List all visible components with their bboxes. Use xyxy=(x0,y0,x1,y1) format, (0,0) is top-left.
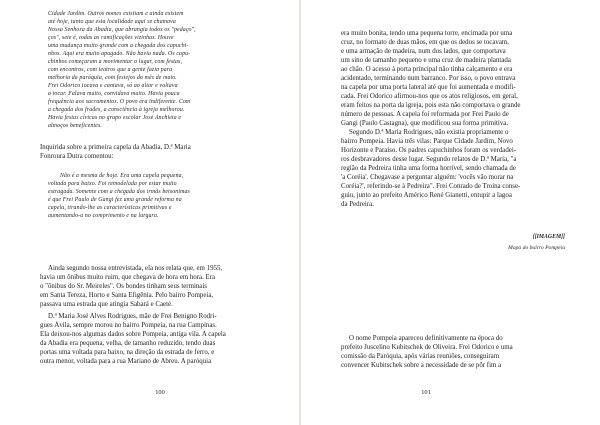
body-line: o "ônibus do Sr. Meireles". Os bondes tinham seus terminais xyxy=(40,283,207,290)
body-line: número de pessoas. A capela foi reformada por Frei Paulo de xyxy=(341,111,509,118)
quote1-line: a tocar. Falava muito, convidava muito. Havia pouca xyxy=(48,91,180,97)
quote2-line: Não é a mesma de hoje. Era uma capela pequena, xyxy=(60,173,184,179)
quote2-line: voltada para baixo. Foi remodelada por estar muito xyxy=(48,181,177,187)
body-line: era muito bonita, tendo uma pequena torre, encimada por uma xyxy=(341,30,513,37)
body-line: prefeito Juscelino Kubitschek de Oliveira. Frei Odorico e uma xyxy=(341,344,513,351)
body-line: Segundo D.ª Maria Rodrigues, não existia propriamente o xyxy=(349,129,509,136)
body-line: Gangi (Paulo Castagna), que modificou sua forma primitiva. xyxy=(341,120,509,127)
body-line: 'a Coréia'. Chegavase a perguntar alguém: 'vocês vão morar na xyxy=(341,174,514,181)
body-line: em Santa Tereza, Horto e Santa Efigênia. Pelo bairro Pompeia, xyxy=(40,292,214,299)
image-caption: Mapa do bairro Pompeia xyxy=(508,245,565,251)
body-line: região da Pedreira tinha uma forma horrível, sendo chamada de xyxy=(341,165,516,172)
quote1-line: almoços beneficentes. xyxy=(48,123,103,129)
left-page xyxy=(0,0,299,425)
body-line: outra menor, voltada para a rua Mariano de Abreu. A paróquia xyxy=(40,358,212,365)
body-line: cada. Frei Odorico afirmou-nos que os atos religiosos, em geral, xyxy=(341,93,518,100)
body-line: ao chão. O acesso à porta principal não tinha calçamento e era xyxy=(341,66,513,73)
quote2-line: capela, tirando-lhe as características primitivas e xyxy=(48,205,172,211)
quote1-line: até hoje, tanto que esta localidade aqui se chamava xyxy=(48,19,176,25)
quote1-line: Cidade Jardim. Outros nomes existiam e ainda existem xyxy=(48,11,184,17)
body-line: cruz, no formato de duas mãos, em que os dedos se tocavam, xyxy=(341,39,510,46)
quote1-line: a chegada dos frades, a consciência à igreja melhorou. xyxy=(48,107,185,113)
right-page xyxy=(301,0,600,425)
intro-line: Inquirida sobre a primeira capela da Abadia, D.ª Maria xyxy=(40,144,191,151)
body-line: eram feitos na porta da igreja, pois esta não comportava o grande xyxy=(341,102,521,109)
quote2-line: aumentando-a no comprimento e na largura. xyxy=(48,213,159,219)
body-line: D.ª Maria José Alves Rodrigues, mãe de Frei Benigno Rodri- xyxy=(48,313,217,320)
quote1-line: com encontros, com teatros que a gente fazia para xyxy=(48,67,173,73)
body-line: portas uma voltada para baixo, na direção da estrada de ferro, e xyxy=(40,349,215,356)
body-line: um sino de tamanho pequeno e uma cruz de madeira plantada xyxy=(341,57,511,64)
page-number-right: 101 xyxy=(421,389,431,396)
quote1-line: melhoria da paróquia, com festejos do mês de maio. xyxy=(48,75,177,81)
quote1-line: Nossa Senhora da Abadia, que abrangia todos os "pedaço", xyxy=(48,27,196,33)
body-line: da Abadia era pequena, velha, de tamanho reduzido, tendo duas xyxy=(40,340,216,347)
body-line: Ela deixou-nos algumas dados sobre Pompeia, antiga vila. A capela xyxy=(40,331,226,338)
quote1-line: Havia festas cívicas no grupo escolar José Anchieta e xyxy=(48,115,182,121)
body-line: Coréia?', referindo-se à Pedreira". Frei Conrado de Troina conse- xyxy=(341,183,521,190)
quote1-line: chinhos começaram a movimentar o lugar, com festas, xyxy=(48,59,183,65)
body-line: ros desbravadores desse lugar. Segundo relatos de D.ª Maria, "a xyxy=(341,156,517,163)
body-line: comissão da Paróquia, após várias reuniões, conseguiram xyxy=(341,353,500,360)
body-line: guiu, junto ao prefeito Américo René Gianetti, entupir a lagoa xyxy=(341,192,512,199)
body-line: passava uma estrada que atingia Sabará e Caeté. xyxy=(40,301,173,308)
quote1-line: frequência aos sacramentos. O povo era indiferente. Com xyxy=(48,99,191,105)
quote2-line: estragada. Somente com a chegada dos irmãs betsonimas xyxy=(48,189,190,195)
quote1-line: Frei Odorico tocava e cantava, só ao altar e voltava xyxy=(48,83,178,89)
body-line: acidentado, terminando num barranco. Por isso, o povo entrava xyxy=(341,75,516,82)
body-line: na capela por uma porta lateral até que foi aumentada e modifi- xyxy=(341,84,516,91)
intro-line: Fonroura Dutra comentou: xyxy=(40,153,114,160)
quote1-line: ços", sete é, todas as ramificações vizinhas. Houve xyxy=(48,35,174,41)
image-tag: [[IMAGEM]] xyxy=(532,234,565,240)
body-line: Ainda segundo nossa entrevistada, ela nos relata que, em 1955, xyxy=(48,265,223,272)
body-line: Horizonte e Paraíso. Os padres capuchinhos foram os verdadei- xyxy=(341,147,517,154)
body-line: havia um ônibus muito ruim, que chegava de hora em hora. Era xyxy=(40,274,216,281)
quote1-line: nhos. Aqui era muito apagado. Não havia nada. Os capu- xyxy=(48,51,191,57)
body-line: bairro Pompeia. Havia três vilas: Parque Cidade Jardim, Novo xyxy=(341,138,513,145)
page-number-left: 100 xyxy=(155,389,165,396)
body-line: convencer Kubitschek sobre a necessidade de se pôr fim a xyxy=(341,362,502,369)
quote1-line: uma mudança muito grande com a chegada dos capuchi- xyxy=(48,43,189,49)
body-line: O nome Pompeia apareceu definitivamente na época do xyxy=(349,335,503,342)
body-line: gues Ávila, sempre morou no bairro Pompeia, na rua Campinas. xyxy=(40,322,217,329)
body-line: da Pedreira. xyxy=(341,201,374,208)
quote2-line: é que Frei Paulo de Gangi fez uma grande reforma na xyxy=(48,197,182,203)
body-line: e uma armação de madeira, num dos lados, que comportava xyxy=(341,48,506,55)
